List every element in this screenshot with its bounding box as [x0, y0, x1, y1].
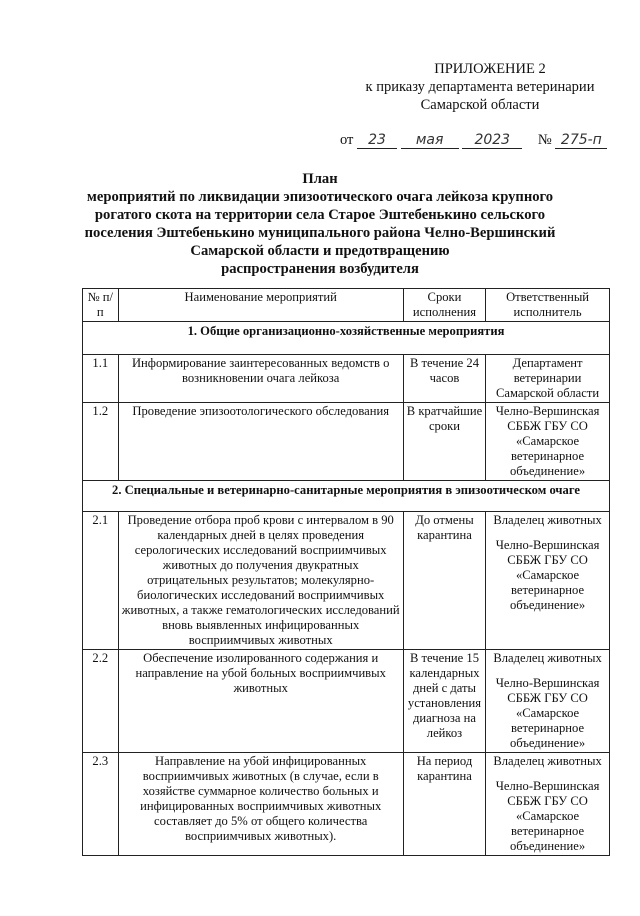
- document-title: [60, 170, 580, 278]
- table-row: [83, 403, 610, 481]
- title-line: рогатого скота на территории села Старое Эштебенькино сельского: [94, 207, 546, 223]
- title-line: План: [302, 171, 338, 187]
- section-title: 1. Общие организационно-хозяйственные мероприятия: [83, 322, 610, 355]
- col-header-resp: Ответственный исполнитель: [486, 289, 610, 322]
- row-resp-owner: Владелец животных: [493, 513, 602, 527]
- row-term: До отмены карантина: [403, 512, 485, 650]
- table-header-row: [83, 289, 610, 322]
- order-date-number: [340, 132, 610, 154]
- row-num: 2.2: [83, 650, 119, 753]
- table-row: [83, 355, 610, 403]
- col-header-name: Наименование мероприятий: [118, 289, 403, 322]
- row-term: В течение 15 календарных дней с даты установления диагноза на лейкоз: [403, 650, 485, 753]
- title-line: Самарской области и предотвращению: [190, 243, 450, 259]
- row-name: Информирование заинтересованных ведомств о возникновении очага лейкоза: [118, 355, 403, 403]
- title-line: распространения возбудителя: [221, 261, 419, 277]
- section-title: 2. Специальные и ветеринарно-санитарные мероприятия в эпизоотическом очаге: [83, 481, 610, 512]
- table-row: [83, 753, 610, 856]
- number-label: №: [537, 132, 552, 148]
- section-row: [83, 322, 610, 355]
- row-name: Проведение отбора проб крови с интервалом в 90 календарных дней в целях проведения серологических исследований восприимчивых животных до получения двукратных отрицательных результатов; молекулярно-биологических исследований восприимчивых животных, а также гематологических исследований вновь выявленных инфицированных восприимчивых животных: [118, 512, 403, 650]
- table-row: [83, 512, 610, 650]
- order-number: 275-п: [555, 132, 607, 149]
- row-resp: Челно-Вершинская СББЖ ГБУ СО «Самарское ветеринарное объединение»: [486, 403, 610, 481]
- appendix-label: ПРИЛОЖЕНИЕ 2: [434, 61, 546, 77]
- row-num: 2.1: [83, 512, 119, 650]
- measures-table: [82, 288, 610, 856]
- row-name: Направление на убой инфицированных восприимчивых животных (в случае, если в хозяйстве суммарное количество больных и инфицированных восприимчивых животных составляет до 5% от общего количества восприимчивых животных).: [118, 753, 403, 856]
- row-num: 2.3: [83, 753, 119, 856]
- date-year: 2023: [462, 132, 522, 149]
- col-header-num: № п/п: [83, 289, 119, 322]
- row-resp-cell: [486, 512, 610, 650]
- row-term: В течение 24 часов: [403, 355, 485, 403]
- row-resp-cell: [486, 650, 610, 753]
- row-num: 1.2: [83, 403, 119, 481]
- row-resp: Департамент ветеринарии Самарской области: [486, 355, 610, 403]
- row-num: 1.1: [83, 355, 119, 403]
- title-line: поселения Эштебенькино муниципального района Челно-Вершинский: [84, 225, 556, 241]
- row-term: На период карантина: [403, 753, 485, 856]
- appendix-header: [340, 60, 620, 114]
- row-resp-owner: Владелец животных: [493, 651, 602, 665]
- from-label: от: [340, 132, 354, 148]
- appendix-region-line: Самарской области: [420, 97, 540, 113]
- row-term: В кратчайшие сроки: [403, 403, 485, 481]
- table-row: [83, 650, 610, 753]
- appendix-order-line: к приказу департамента ветеринарии: [365, 79, 595, 95]
- row-resp-owner: Владелец животных: [493, 754, 602, 768]
- row-resp: Челно-Вершинская СББЖ ГБУ СО «Самарское ветеринарное объединение»: [495, 676, 600, 750]
- section-row: [83, 481, 610, 512]
- title-line: мероприятий по ликвидации эпизоотического очага лейкоза крупного: [86, 189, 554, 205]
- row-resp: Челно-Вершинская СББЖ ГБУ СО «Самарское ветеринарное объединение»: [495, 538, 600, 612]
- col-header-term: Сроки исполнения: [403, 289, 485, 322]
- date-day: 23: [357, 132, 397, 149]
- row-name: Обеспечение изолированного содержания и направление на убой больных восприимчивых животных: [118, 650, 403, 753]
- row-resp-cell: [486, 753, 610, 856]
- row-resp: Челно-Вершинская СББЖ ГБУ СО «Самарское ветеринарное объединение»: [495, 779, 600, 853]
- date-month: мая: [401, 132, 459, 149]
- row-name: Проведение эпизоотологического обследования: [118, 403, 403, 481]
